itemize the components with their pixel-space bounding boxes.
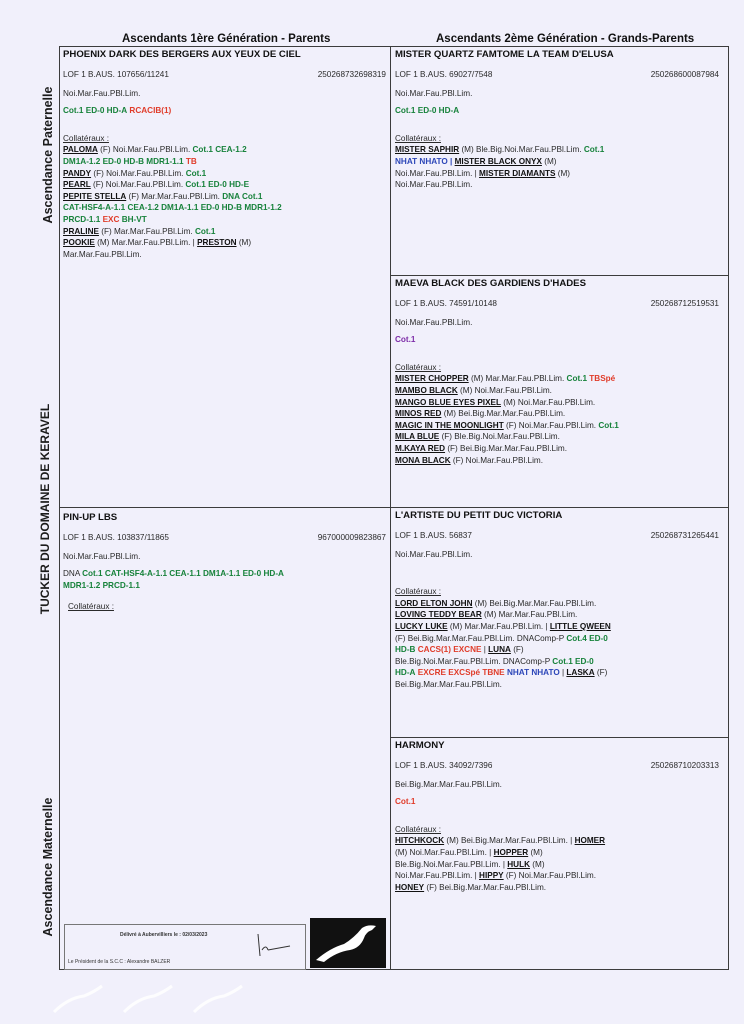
health-results: HD-A: [395, 668, 416, 678]
collateral-details: (F) Mar.Mar.Fau.PBl.Lim.: [128, 191, 220, 201]
club-logo: [310, 918, 386, 968]
collateral-line: [63, 179, 386, 191]
mother-collateral-title: Collatéraux :: [68, 602, 114, 612]
collateral-details: (M) Bei.Big.Mar.Mar.Fau.PBl.Lim. |: [446, 836, 573, 846]
side-label-paternal: Ascendance Paternelle: [41, 86, 55, 224]
health-results: Cot.1: [194, 226, 216, 236]
collateral-line: [395, 156, 719, 168]
collateral-line: [395, 168, 719, 180]
collateral-details: (F) Noi.Mar.Fau.PBl.Lim.: [100, 145, 191, 155]
collateral-name: HULK: [507, 859, 530, 869]
collateral-line: [395, 882, 719, 894]
watermark-dogs-icon: [50, 984, 260, 1018]
header-gen2: Ascendants 2ème Génération - Grands-Parents: [436, 33, 695, 45]
collateral-name: MISTER SAPHIR: [395, 145, 460, 155]
mgm-health: Cot.1: [395, 797, 416, 807]
collateral-name: LUNA: [488, 645, 511, 655]
collateral-details: (F) Mar.Mar.Fau.PBl.Lim.: [101, 226, 193, 236]
health-results: Cot.1 CEA-1.2: [192, 145, 247, 155]
collateral-name: POOKIE: [63, 238, 95, 248]
collateral-details: (M) Bei.Big.Mar.Mar.Fau.PBl.Lim.: [443, 409, 566, 419]
maternal-grandfather-cell: [395, 510, 719, 691]
collateral-line: [395, 644, 719, 656]
pgf-collateral-list: [395, 144, 719, 190]
mother-color: Noi.Mar.Fau.PBl.Lim.: [63, 551, 141, 561]
mgm-color: Bei.Big.Mar.Mar.Fau.PBl.Lim.: [395, 779, 502, 789]
health-results: Cot.1: [598, 420, 619, 430]
pgf-color: Noi.Mar.Fau.PBl.Lim.: [395, 88, 473, 98]
collateral-name: MINOS RED: [395, 409, 442, 419]
collateral-name: MAMBO BLACK: [395, 385, 458, 395]
health-results: DNA Cot.1: [222, 191, 263, 201]
health-results: BH-VT: [121, 214, 147, 224]
collateral-details: Noi.Mar.Fau.PBl.Lim.: [395, 180, 473, 190]
column-divider: [390, 46, 391, 970]
collateral-line: [63, 156, 386, 168]
maternal-grandmother-cell: [395, 740, 719, 893]
collateral-line: [395, 621, 719, 633]
collateral-name: MONA BLACK: [395, 455, 451, 465]
collateral-details: (M): [557, 168, 571, 178]
collateral-name: MAGIC IN THE MOONLIGHT: [395, 420, 504, 430]
mgf-color: Noi.Mar.Fau.PBl.Lim.: [395, 549, 473, 559]
collateral-line: [63, 202, 386, 214]
pgm-color: Noi.Mar.Fau.PBl.Lim.: [395, 317, 473, 327]
collateral-line: [395, 633, 719, 645]
separator: |: [561, 668, 565, 678]
collateral-name: PEPITE STELLA: [63, 191, 127, 201]
pgf-name: MISTER QUARTZ FAMTOME LA TEAM D'ELUSA: [395, 49, 614, 60]
maternal-grandparents-divider: [390, 737, 728, 738]
health-results: Cot.1: [583, 145, 605, 155]
father-color: Noi.Mar.Fau.PBl.Lim.: [63, 88, 141, 98]
mgm-collateral-list: [395, 835, 719, 893]
collateral-name: HIPPY: [479, 871, 504, 881]
mgm-lof: LOF 1 B.AUS. 34092/7396: [395, 761, 493, 770]
show-awards: EXCRE EXCSpé TBNE: [417, 668, 505, 678]
collateral-name: M.KAYA RED: [395, 443, 446, 453]
collateral-details: (M): [530, 847, 543, 857]
mother-cell: [63, 512, 386, 613]
collateral-line: [395, 397, 719, 409]
president-name: Le Président de la S.C.C : Alexandre BALZER: [68, 959, 171, 965]
collateral-name: MISTER DIAMANTS: [479, 168, 556, 178]
health-results: CAT-HSF4-A-1.1 CEA-1.2 DM1A-1.1 ED-0 HD-B MDR1-1.2: [63, 203, 282, 213]
father-collateral-list: [63, 144, 386, 260]
health-results: Cot.1: [185, 168, 207, 178]
health-results: Cot.4 ED-0: [566, 633, 608, 643]
collateral-details: (F): [513, 645, 524, 655]
paternal-grandparents-divider: [390, 275, 728, 276]
mother-name: PIN-UP LBS: [63, 512, 118, 523]
collateral-line: [63, 144, 386, 156]
collateral-line: [395, 431, 719, 443]
collateral-line: [63, 237, 386, 249]
pgm-health: Cot.1: [395, 335, 416, 345]
collateral-line: [395, 455, 719, 467]
paternal-maternal-divider: [59, 507, 728, 508]
collateral-line: [395, 847, 719, 859]
collateral-line: [395, 609, 719, 621]
father-collateral-title: Collatéraux :: [63, 133, 109, 143]
collateral-name: LUCKY LUKE: [395, 621, 448, 631]
pgf-health: Cot.1 ED-0 HD-A: [395, 106, 460, 116]
collateral-line: [395, 179, 719, 191]
collateral-name: MANGO BLUE EYES PIXEL: [395, 397, 501, 407]
mother-health-1: Cot.1 CAT-HSF4-A-1.1 CEA-1.1 DM1A-1.1 ED-0 HD-A: [82, 569, 284, 579]
pgm-collateral-list: [395, 373, 719, 466]
collateral-line: [395, 385, 719, 397]
collateral-name: LASKA: [566, 668, 595, 678]
collateral-name: LOVING TEDDY BEAR: [395, 610, 482, 620]
title-badge: NHAT NHATO: [506, 668, 560, 678]
collateral-details: Ble.Big.Noi.Mar.Fau.PBl.Lim. DNAComp-P: [395, 656, 551, 666]
collateral-name: LORD ELTON JOHN: [395, 598, 473, 608]
collateral-line: [395, 679, 719, 691]
health-results: Cot.1 ED-0 HD-E: [185, 180, 250, 190]
collateral-details: (F) Bei.Big.Mar.Mar.Fau.PBl.Lim.: [447, 443, 567, 453]
collateral-line: [395, 373, 719, 385]
side-label-maternal: Ascendance Maternelle: [41, 797, 55, 937]
collateral-name: MISTER BLACK ONYX: [454, 156, 542, 166]
father-award: RCACIB(1): [129, 106, 172, 116]
collateral-details: Bei.Big.Mar.Mar.Fau.PBl.Lim.: [395, 679, 502, 689]
mgm-chip: 250268710203313: [650, 761, 719, 770]
collateral-line: [395, 835, 719, 847]
collateral-name: LITTLE QWEEN: [549, 621, 611, 631]
collateral-details: (M) Ble.Big.Noi.Mar.Fau.PBl.Lim.: [461, 145, 582, 155]
pgf-chip: 250268600087984: [650, 70, 719, 79]
pgf-collateral-title: Collatéraux :: [395, 133, 441, 143]
collateral-details: (M) Noi.Mar.Fau.PBl.Lim.: [460, 385, 552, 395]
mgf-name: L'ARTISTE DU PETIT DUC VICTORIA: [395, 510, 563, 521]
collateral-name: HOPPER: [493, 847, 529, 857]
collateral-line: [395, 870, 719, 882]
collateral-details: (M) Mar.Mar.Fau.PBl.Lim. |: [449, 621, 548, 631]
collateral-details: (F) Noi.Mar.Fau.PBl.Lim.: [93, 180, 184, 190]
collateral-details: Ble.Big.Noi.Mar.Fau.PBl.Lim. |: [395, 859, 505, 869]
collateral-details: (M) Mar.Mar.Fau.PBl.Lim.: [484, 610, 578, 620]
show-awards: TBSpé: [589, 374, 616, 384]
mother-lof: LOF 1 B.AUS. 103837/11865: [63, 533, 169, 542]
delivered-date: Délivré à Aubervilliers le : 02/03/2023: [120, 932, 208, 938]
separator: |: [483, 645, 486, 655]
collateral-details: (M): [238, 238, 252, 248]
collateral-name: MISTER CHOPPER: [395, 374, 469, 384]
collateral-details: (F) Bei.Big.Mar.Mar.Fau.PBl.Lim. DNAComp-P: [395, 633, 565, 643]
collateral-name: HOMER: [574, 836, 606, 846]
side-label-subject: TUCKER DU DOMAINE DE KERAVEL: [38, 403, 52, 615]
collateral-details: (M): [544, 156, 557, 166]
collateral-details: Noi.Mar.Fau.PBl.Lim. |: [395, 871, 477, 881]
mother-health-2: MDR1-1.2 PRCD-1.1: [63, 580, 140, 590]
collateral-details: (M) Noi.Mar.Fau.PBl.Lim. |: [395, 847, 492, 857]
mgf-lof: LOF 1 B.AUS. 56837: [395, 531, 472, 540]
collateral-details: (F) Noi.Mar.Fau.PBl.Lim.: [506, 420, 597, 430]
collateral-details: (F) Bei.Big.Mar.Mar.Fau.PBl.Lim.: [426, 882, 547, 892]
collateral-line: [395, 598, 719, 610]
pgm-name: MAEVA BLACK DES GARDIENS D'HADES: [395, 278, 586, 289]
collateral-details: Noi.Mar.Fau.PBl.Lim. |: [395, 168, 477, 178]
collateral-name: PRESTON: [197, 238, 237, 248]
collateral-name: PANDY: [63, 168, 92, 178]
collateral-line: [63, 226, 386, 238]
collateral-details: (F) Noi.Mar.Fau.PBl.Lim.: [93, 168, 184, 178]
father-health: Cot.1 ED-0 HD-A: [63, 106, 128, 116]
collateral-details: (M) Bei.Big.Mar.Mar.Fau.PBl.Lim.: [474, 598, 597, 608]
collateral-line: [63, 214, 386, 226]
collateral-line: [395, 667, 719, 679]
mgm-name: HARMONY: [395, 740, 445, 751]
paternal-grandmother-cell: [395, 278, 719, 466]
mgm-collateral-title: Collatéraux :: [395, 824, 441, 834]
mother-chip: 967000009823867: [317, 533, 386, 542]
pgm-lof: LOF 1 B.AUS. 74591/10148: [395, 299, 497, 308]
pgf-lof: LOF 1 B.AUS. 69027/7548: [395, 70, 493, 79]
health-results: HD-B: [395, 645, 416, 655]
health-results: Cot.1 ED-0: [552, 656, 594, 666]
collateral-name: PRALINE: [63, 226, 99, 236]
collateral-name: HONEY: [395, 882, 425, 892]
collateral-line: [395, 859, 719, 871]
dog-logo-icon: [310, 918, 386, 968]
pgm-collateral-title: Collatéraux :: [395, 362, 441, 372]
collateral-line: [395, 144, 719, 156]
collateral-details: (M): [532, 859, 545, 869]
mother-dna: DNA: [63, 569, 80, 579]
mgf-collateral-title: Collatéraux :: [395, 587, 441, 597]
title-badge: NHAT NHATO |: [395, 156, 453, 166]
paternal-grandfather-cell: [395, 49, 719, 191]
collateral-details: (F): [596, 668, 608, 678]
health-results: Cot.1: [566, 374, 587, 384]
collateral-details: (F) Ble.Big.Noi.Mar.Fau.PBl.Lim.: [441, 432, 560, 442]
collateral-details: Mar.Mar.Fau.PBl.Lim.: [63, 249, 142, 259]
collateral-details: (F) Noi.Mar.Fau.PBl.Lim.: [452, 455, 543, 465]
health-results: PRCD-1.1: [63, 214, 101, 224]
collateral-details: (M) Noi.Mar.Fau.PBl.Lim.: [503, 397, 596, 407]
collateral-line: [395, 656, 719, 668]
father-chip: 250268732698319: [317, 70, 386, 79]
mgf-collateral-list: [395, 598, 719, 691]
collateral-line: [63, 191, 386, 203]
collateral-details: (F) Noi.Mar.Fau.PBl.Lim.: [505, 871, 596, 881]
collateral-line: [395, 420, 719, 432]
collateral-line: [63, 249, 386, 261]
show-awards: TB: [185, 156, 197, 166]
pgm-chip: 250268712519531: [650, 299, 719, 308]
father-name: PHOENIX DARK DES BERGERS AUX YEUX DE CIEL: [63, 49, 301, 60]
collateral-details: (M) Mar.Mar.Fau.PBl.Lim. |: [97, 238, 195, 248]
health-results: DM1A-1.2 ED-0 HD-B MDR1-1.1: [63, 156, 184, 166]
collateral-name: PALOMA: [63, 145, 98, 155]
collateral-line: [63, 168, 386, 180]
collateral-name: PEARL: [63, 180, 91, 190]
father-cell: [63, 49, 386, 260]
collateral-details: (M) Mar.Mar.Fau.PBl.Lim.: [470, 374, 565, 384]
show-awards: CACS(1) EXCNE: [417, 645, 482, 655]
collateral-line: [395, 443, 719, 455]
father-lof: LOF 1 B.AUS. 107656/11241: [63, 70, 169, 79]
show-awards: EXC: [102, 214, 120, 224]
collateral-name: MILA BLUE: [395, 432, 440, 442]
collateral-name: HITCHKOCK: [395, 836, 445, 846]
header-gen1: Ascendants 1ère Génération - Parents: [122, 33, 331, 45]
mgf-chip: 250268731265441: [650, 531, 719, 540]
signature-mark: [250, 930, 300, 960]
collateral-line: [395, 408, 719, 420]
